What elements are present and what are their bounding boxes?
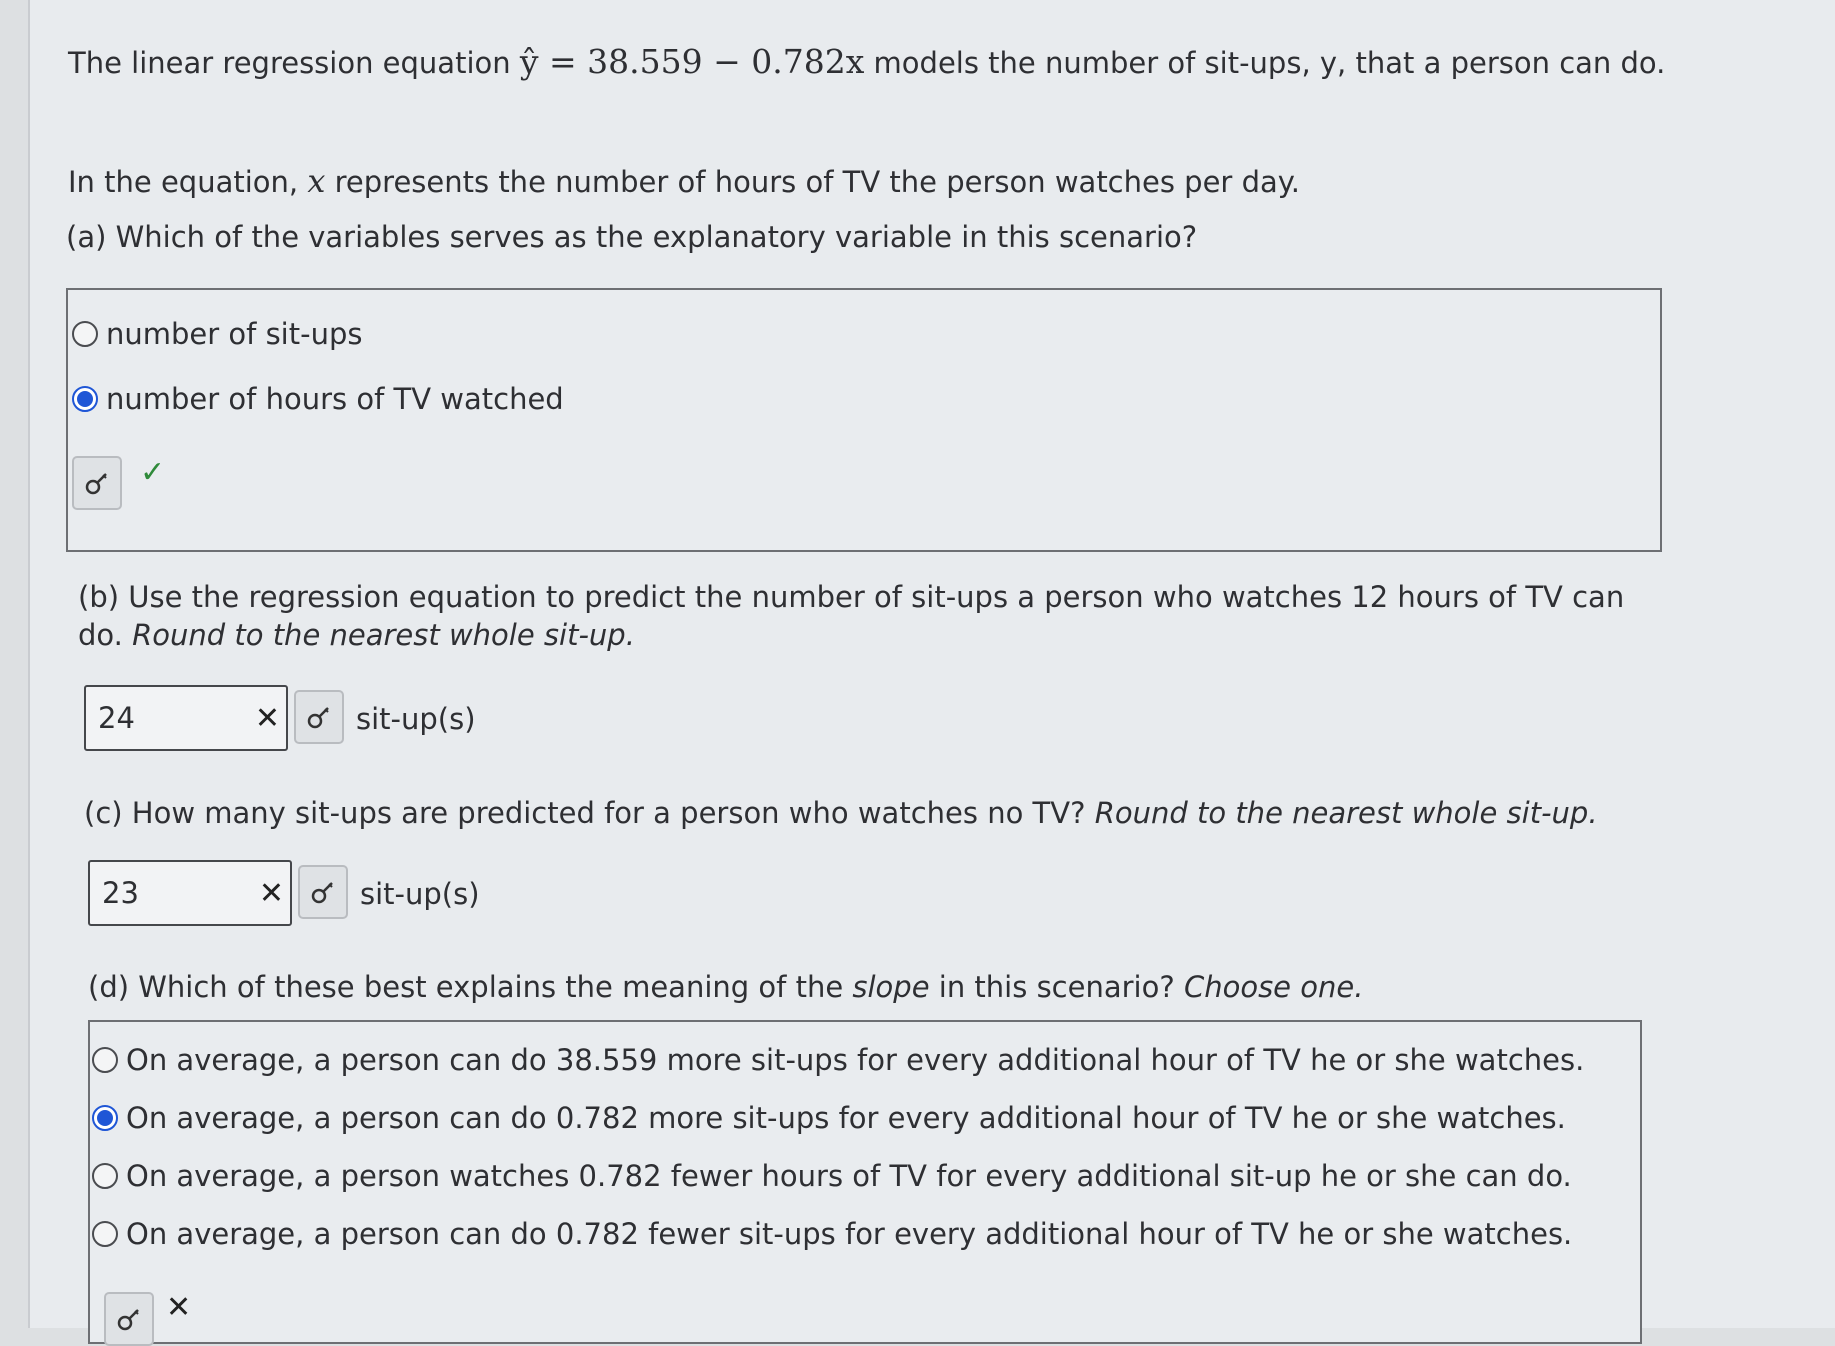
part-d-key-button[interactable] <box>104 1292 154 1346</box>
regression-equation: ŷ = 38.559 − 0.782x <box>519 42 865 81</box>
part-a-question: (a) Which of the variables serves as the explanatory variable in this scenario? <box>66 220 1198 254</box>
part-c-question: (c) How many sit-ups are predicted for a person who watches no TV? Round to the nearest whole sit-up. <box>84 796 1598 830</box>
problem-statement <box>68 42 1668 83</box>
key-icon <box>308 877 338 907</box>
variable-x: x <box>307 162 326 200</box>
question-page <box>28 0 1835 1328</box>
part-a-option-1[interactable]: number of sit-ups <box>72 317 362 351</box>
part-d-question: (d) Which of these best explains the meaning of the slope in this scenario? Choose one. <box>88 970 1364 1004</box>
key-icon <box>82 468 112 498</box>
part-b-answer-input[interactable]: 24 ✕ <box>84 685 288 751</box>
radio-button-selected[interactable] <box>72 386 98 412</box>
radio-button-selected[interactable] <box>92 1105 118 1131</box>
part-a-key-button[interactable] <box>72 456 122 510</box>
part-d-option-3[interactable]: On average, a person watches 0.782 fewer hours of TV for every additional sit-up he or she can do. <box>92 1159 1572 1193</box>
part-c-key-button[interactable] <box>298 865 348 919</box>
key-icon <box>304 702 334 732</box>
part-c-unit: sit-up(s) <box>360 877 480 911</box>
x-icon: ✕ <box>258 876 284 911</box>
part-b-key-button[interactable] <box>294 690 344 744</box>
part-d-option-1[interactable]: On average, a person can do 38.559 more sit-ups for every additional hour of TV he or she watches. <box>92 1043 1584 1077</box>
radio-button[interactable] <box>92 1221 118 1247</box>
stem-prefix: The linear regression equation <box>68 46 511 80</box>
radio-button[interactable] <box>72 321 98 347</box>
part-a-option-2[interactable]: number of hours of TV watched <box>72 382 564 416</box>
check-icon: ✓ <box>140 455 166 490</box>
variable-definition: In the equation, x represents the number of hours of TV the person watches per day. <box>68 162 1300 200</box>
stem-suffix: models the number of sit-ups, y, that a person can do. <box>873 46 1666 80</box>
part-d-option-4[interactable]: On average, a person can do 0.782 fewer sit-ups for every additional hour of TV he or she watches. <box>92 1217 1572 1251</box>
part-b-unit: sit-up(s) <box>356 702 476 736</box>
part-c-answer-input[interactable]: 23 ✕ <box>88 860 292 926</box>
radio-button[interactable] <box>92 1163 118 1189</box>
x-icon: ✕ <box>254 701 280 736</box>
part-b-question: (b) Use the regression equation to predict the number of sit-ups a person who watches 12 hours of TV can do. Round to the nearest whole sit-up. <box>78 580 1625 652</box>
key-icon <box>114 1304 144 1334</box>
radio-button[interactable] <box>92 1047 118 1073</box>
part-d-option-2[interactable]: On average, a person can do 0.782 more sit-ups for every additional hour of TV he or she watches. <box>92 1101 1566 1135</box>
x-icon: ✕ <box>166 1290 192 1325</box>
